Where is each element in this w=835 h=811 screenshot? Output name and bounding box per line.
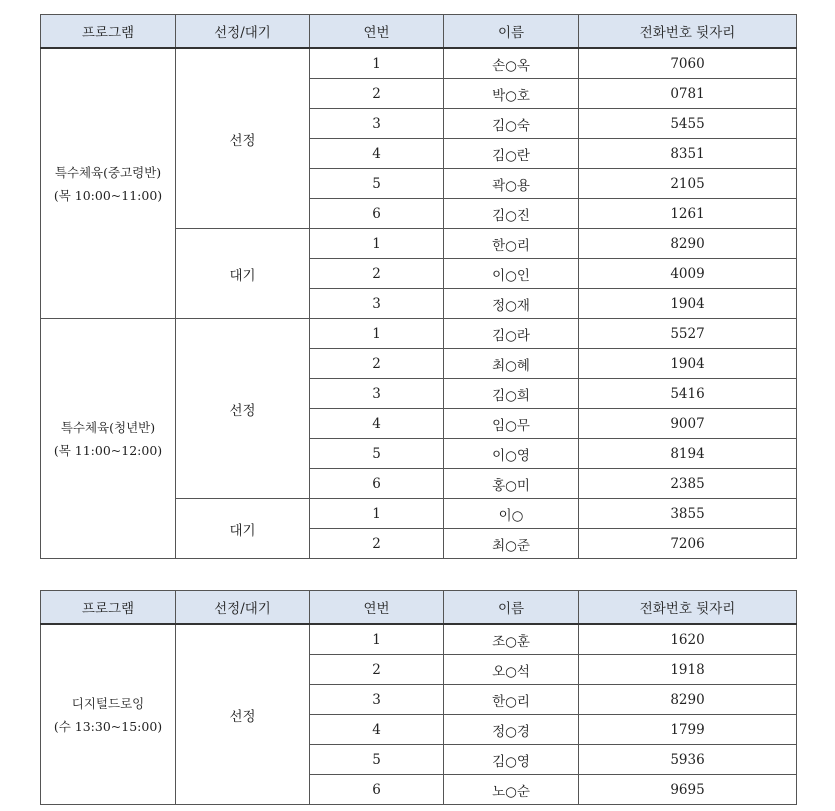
row-number: 2: [310, 655, 444, 685]
table-row: [41, 319, 797, 349]
roster-table-2: [40, 590, 797, 805]
row-phone: 8290: [579, 229, 797, 259]
row-phone: 3855: [579, 499, 797, 529]
table-row: [41, 624, 797, 655]
row-number: 2: [310, 529, 444, 559]
row-name: 임○무: [444, 409, 579, 439]
header-program: 프로그램: [41, 15, 176, 49]
header-status: 선정/대기: [176, 15, 310, 49]
header-phone: 전화번호 뒷자리: [579, 591, 797, 625]
row-name: 김○진: [444, 199, 579, 229]
row-name: 이○인: [444, 259, 579, 289]
status-cell: 선정: [176, 48, 310, 229]
row-name: 한○리: [444, 685, 579, 715]
row-number: 2: [310, 79, 444, 109]
row-name: 이○영: [444, 439, 579, 469]
program-time: (수 13:30~15:00): [53, 718, 163, 734]
row-phone: 8290: [579, 685, 797, 715]
row-phone: 5416: [579, 379, 797, 409]
status-cell: 대기: [176, 499, 310, 559]
row-number: 3: [310, 685, 444, 715]
row-name: 김○란: [444, 139, 579, 169]
row-phone: 9695: [579, 775, 797, 805]
row-number: 5: [310, 169, 444, 199]
row-phone: 8351: [579, 139, 797, 169]
row-number: 4: [310, 715, 444, 745]
row-phone: 1904: [579, 289, 797, 319]
row-name: 김○영: [444, 745, 579, 775]
row-name: 홍○미: [444, 469, 579, 499]
table-row: [41, 48, 797, 79]
row-phone: 1918: [579, 655, 797, 685]
row-number: 2: [310, 259, 444, 289]
row-phone: 8194: [579, 439, 797, 469]
row-number: 4: [310, 409, 444, 439]
status-cell: 선정: [176, 624, 310, 805]
row-number: 6: [310, 199, 444, 229]
row-name: 김○숙: [444, 109, 579, 139]
row-number: 3: [310, 289, 444, 319]
row-name: 오○석: [444, 655, 579, 685]
row-name: 박○호: [444, 79, 579, 109]
row-phone: 1799: [579, 715, 797, 745]
row-name: 한○리: [444, 229, 579, 259]
header-status: 선정/대기: [176, 591, 310, 625]
row-number: 6: [310, 775, 444, 805]
row-number: 5: [310, 745, 444, 775]
header-program: 프로그램: [41, 591, 176, 625]
program-name: 특수체육(청년반): [60, 419, 156, 435]
program-name: 디지털드로잉: [71, 695, 145, 711]
row-name: 이○: [444, 499, 579, 529]
row-name: 손○옥: [444, 48, 579, 79]
header-phone: 전화번호 뒷자리: [579, 15, 797, 49]
header-row: [41, 15, 797, 49]
status-cell: 대기: [176, 229, 310, 319]
row-name: 김○희: [444, 379, 579, 409]
row-phone: 4009: [579, 259, 797, 289]
roster-table-1: [40, 14, 797, 559]
row-name: 조○훈: [444, 624, 579, 655]
program-name: 특수체육(중고령반): [54, 164, 162, 180]
program-time: (목 11:00~12:00): [53, 442, 163, 458]
row-phone: 7206: [579, 529, 797, 559]
header-number: 연번: [310, 15, 444, 49]
row-name: 정○재: [444, 289, 579, 319]
row-number: 1: [310, 499, 444, 529]
header-name: 이름: [444, 591, 579, 625]
row-name: 최○준: [444, 529, 579, 559]
row-number: 1: [310, 48, 444, 79]
row-phone: 7060: [579, 48, 797, 79]
row-number: 1: [310, 229, 444, 259]
row-phone: 2105: [579, 169, 797, 199]
row-number: 3: [310, 109, 444, 139]
row-name: 곽○용: [444, 169, 579, 199]
row-phone: 9007: [579, 409, 797, 439]
row-number: 1: [310, 624, 444, 655]
row-phone: 1620: [579, 624, 797, 655]
row-name: 김○라: [444, 319, 579, 349]
row-number: 3: [310, 379, 444, 409]
header-row: [41, 591, 797, 625]
row-phone: 5936: [579, 745, 797, 775]
row-phone: 5455: [579, 109, 797, 139]
header-name: 이름: [444, 15, 579, 49]
row-phone: 2385: [579, 469, 797, 499]
status-cell: 선정: [176, 319, 310, 499]
row-phone: 1261: [579, 199, 797, 229]
row-number: 4: [310, 139, 444, 169]
row-phone: 0781: [579, 79, 797, 109]
row-number: 6: [310, 469, 444, 499]
program-time: (목 10:00~11:00): [53, 187, 163, 203]
header-number: 연번: [310, 591, 444, 625]
row-name: 노○순: [444, 775, 579, 805]
row-name: 최○혜: [444, 349, 579, 379]
row-number: 5: [310, 439, 444, 469]
program-cell: [41, 48, 176, 319]
row-phone: 1904: [579, 349, 797, 379]
program-cell: [41, 624, 176, 805]
program-cell: [41, 319, 176, 559]
row-name: 정○경: [444, 715, 579, 745]
row-number: 2: [310, 349, 444, 379]
row-phone: 5527: [579, 319, 797, 349]
row-number: 1: [310, 319, 444, 349]
